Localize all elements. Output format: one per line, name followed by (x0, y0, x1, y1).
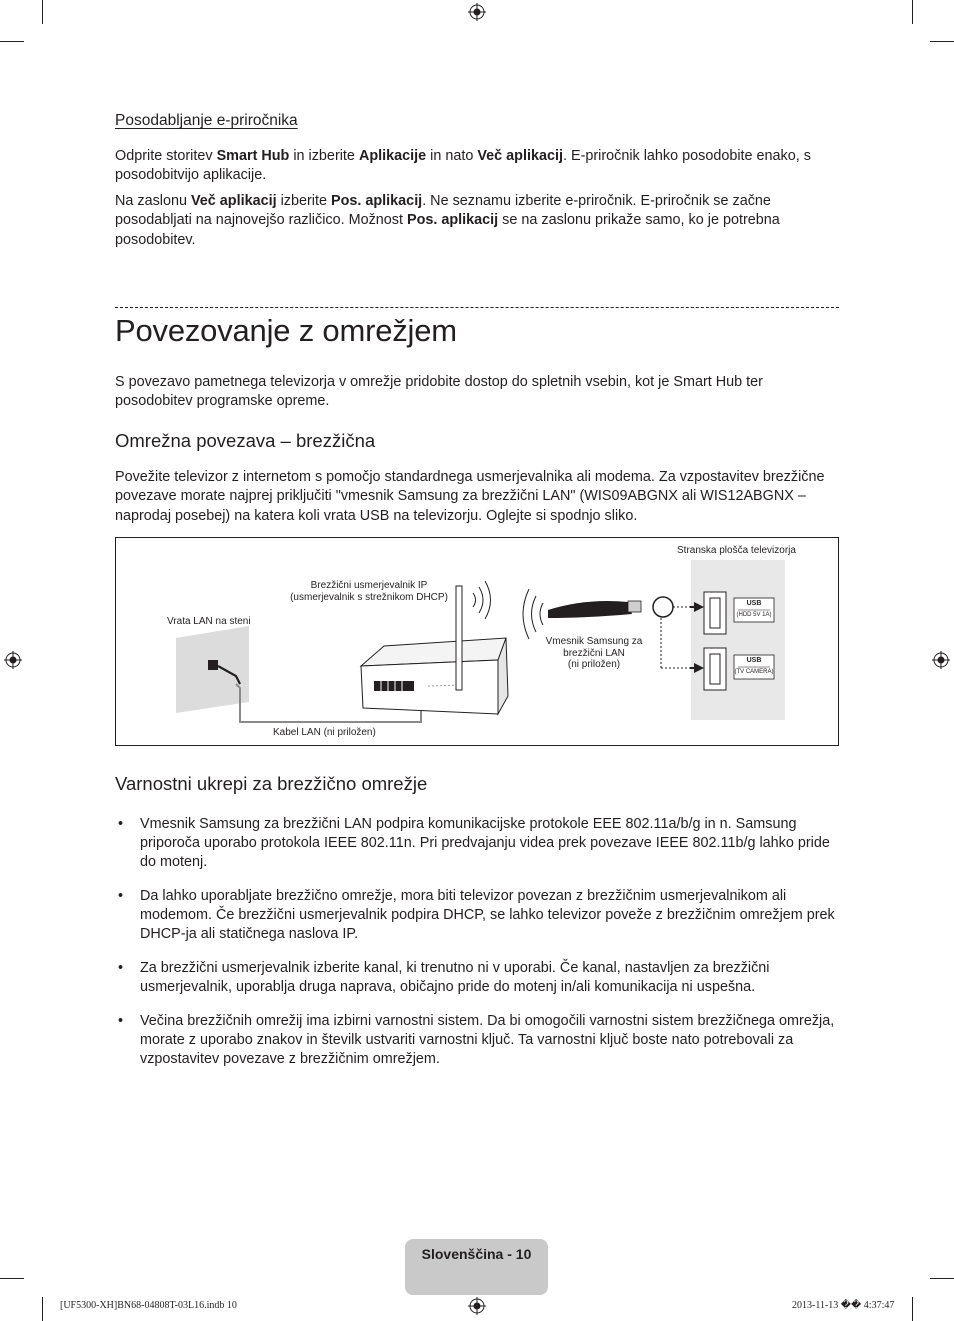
registration-mark-icon (4, 651, 22, 669)
list-item: • Za brezžični usmerjevalnik izberite kanal, ki trenutno ni v uporabi. Če kanal, nastavljen za brezžični usmerjevalnik, uporablja druga naprava, običajno pride do motenj in/ali komunikacija ni uspešna. (115, 959, 840, 997)
update-paragraph-1: Odprite storitev Smart Hub in izberite Aplikacije in nato Več aplikacij. E-priročnik lahko posodobite enako, s posodobitvijo aplikacije. (115, 148, 811, 184)
router-label: Brezžični usmerjevalnik IP (usmerjevalnik s strežnikom DHCP) (290, 580, 448, 603)
print-slug-left: [UF5300-XH]BN68-04808T-03L16.indb 10 (60, 1300, 237, 1311)
tv-side-panel-label: Stranska plošča televizorja (677, 545, 796, 556)
router-ports-icon (374, 681, 414, 691)
crop-mark (930, 41, 954, 42)
wireless-lan-adapter-icon (548, 601, 632, 618)
section-divider (115, 307, 839, 308)
registration-mark-icon (932, 651, 950, 669)
list-item: • Da lahko uporabljate brezžično omrežje, mora biti televizor povezan z brezžičnim usmerjevalnikom ali modemom. Če brezžični usmerjevalnik podpira DHCP, se lahko televizor poveže z brezžičnim omrežjem prek DHCP-ja ali statičnega naslova IP. (115, 887, 840, 944)
update-paragraph-2: Na zaslonu Več aplikacij izberite Pos. aplikacij. Ne seznamu izberite e-priročnik. E-priročnik se začne posodabljati na najnovejšo različico. Možnost Pos. aplikacij se na zaslonu prikaže samo, ko je potrebna posodobitev. (115, 193, 780, 248)
wireless-heading: Omrežna povezava – brezžična (115, 430, 376, 451)
usb-port-2-sub: (TV CAMERA) (734, 669, 774, 675)
wall-port-label: Vrata LAN na steni (167, 616, 251, 627)
list-item: • Večina brezžičnih omrežij ima izbirni varnostni sistem. Da bi omogočili varnostni sistem brezžičnega omrežja, morate z uporabo znakov in številk ustvariti varnostni ključ. Ta varnostni ključ boste nato potrebovali za vzpostavitev povezave z brezžičnim omrežjem. (115, 1012, 840, 1069)
tv-side-panel (691, 560, 785, 720)
crop-mark (912, 1297, 913, 1321)
crop-mark (0, 1278, 24, 1279)
usb-port-1-label: USB (746, 600, 762, 607)
crop-mark (42, 1297, 43, 1321)
adapter-label: Vmesnik Samsung za brezžični LAN (ni priložen) (545, 636, 643, 670)
page-number: Slovenščina - 10 (421, 1246, 532, 1262)
wireless-text: Povežite televizor z internetom s pomočjo standardnega usmerjevalnika ali modema. Za vzpostavitev brezžične povezave morate najprej priključiti "vmesnik Samsung za brezžični LAN" (WIS09ABGNX ali WIS12ABGNX – naprodaj posebej) na katera koli vrata USB na televizorju. Oglejte si spodnjo sliko. (115, 469, 825, 524)
print-slug-right: 2013-11-13 �� 4:37:47 (792, 1300, 895, 1311)
security-bullet-list (115, 815, 840, 1084)
page-title: Povezovanje z omrežjem (115, 313, 457, 348)
wall-lan-jack-icon (208, 660, 218, 670)
connector-circle-icon (653, 597, 673, 617)
router-antenna-icon (456, 586, 462, 690)
registration-mark-icon (468, 3, 486, 21)
crop-mark (930, 1278, 954, 1279)
network-intro: S povezavo pametnega televizorja v omrežje pridobite dostop do spletnih vsebin, kot je Smart Hub ter posodobitev programske opreme. (115, 374, 763, 410)
wireless-wave-icon (473, 593, 476, 607)
usb-port-2-label: USB (746, 657, 762, 664)
wireless-wave-icon (540, 603, 543, 625)
list-item: • Vmesnik Samsung za brezžični LAN podpira komunikacijske protokole EEE 802.11a/b/g in n. Samsung priporoča uporabo protokola IEEE 802.11n. Pri predvajanju videa prek povezave IEEE 802.11b/g lahko pride do motenj. (115, 815, 840, 872)
connection-diagram (115, 537, 839, 746)
update-emanual-heading: Posodabljanje e-priročnika (115, 112, 298, 129)
diagram-graphics (116, 538, 838, 745)
security-heading: Varnostni ukrepi za brezžično omrežje (115, 773, 428, 794)
cable-label: Kabel LAN (ni priložen) (273, 727, 376, 738)
crop-mark (0, 41, 24, 42)
crop-mark (912, 0, 913, 24)
registration-mark-icon (468, 1297, 486, 1315)
crop-mark (42, 0, 43, 24)
usb-port-1-sub: (HDD 5V 1A) (736, 612, 772, 618)
